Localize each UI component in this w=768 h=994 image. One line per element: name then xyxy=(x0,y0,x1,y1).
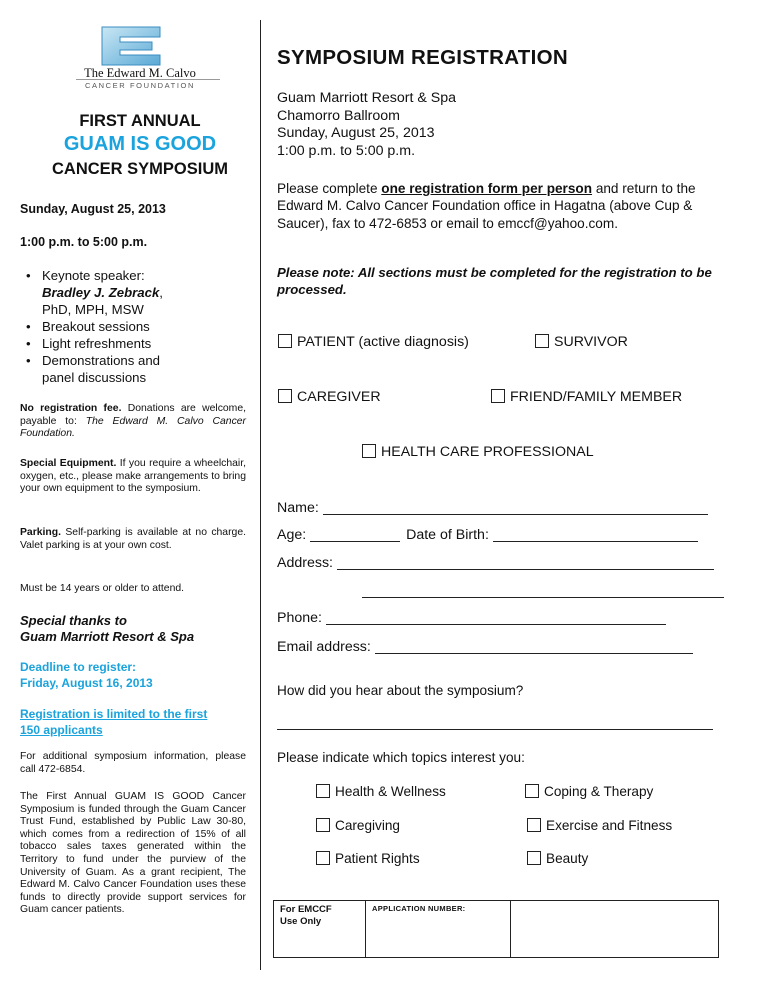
highlights-list xyxy=(26,267,246,386)
deadline-date: Friday, August 16, 2013 xyxy=(20,676,153,690)
one-form-emphasis: one registration form per person xyxy=(381,181,593,196)
foundation-logo-icon xyxy=(96,25,166,67)
venue-block: Guam Marriott Resort & Spa Chamorro Ballroom Sunday, August 25, 2013 1:00 p.m. to 5:00 p.m. xyxy=(277,90,456,159)
category-patient[interactable]: PATIENT (active diagnosis) xyxy=(278,334,469,350)
exercise-fitness-checkbox[interactable] xyxy=(527,818,541,832)
topic-patient-rights[interactable]: Patient Rights xyxy=(316,851,420,866)
age-input[interactable] xyxy=(310,541,400,542)
parking-note: Parking. Self-parking is available at no charge. Valet parking is at your own cost. xyxy=(20,527,246,551)
topic-coping-therapy[interactable]: Coping & Therapy xyxy=(525,784,653,799)
office-use-label: For EMCCF Use Only xyxy=(274,901,366,958)
beauty-checkbox[interactable] xyxy=(527,851,541,865)
phone-input[interactable] xyxy=(326,624,666,625)
hcp-checkbox[interactable] xyxy=(362,444,376,458)
thanks-line-2: Guam Marriott Resort & Spa xyxy=(20,629,195,644)
health-wellness-checkbox[interactable] xyxy=(316,784,330,798)
topic-beauty[interactable]: Beauty xyxy=(527,851,588,866)
logo-divider xyxy=(76,79,220,80)
caregiving-checkbox[interactable] xyxy=(316,818,330,832)
event-date: Sunday, August 25, 2013 xyxy=(20,202,166,216)
org-subtitle: CANCER FOUNDATION xyxy=(85,81,195,90)
keynote-name: Bradley J. Zebrack xyxy=(42,285,160,300)
instructions: Please complete one registration form per person and return to the Edward M. Calvo Cancer Foundation office in Hagatna (above Cup & Saucer), fax to 472-6853 or email to emccf@yahoo.com. xyxy=(277,181,696,231)
fee-note: No registration fee. Donations are welcome, payable to: The Edward M. Calvo Cancer Foundation. xyxy=(20,403,246,440)
heading-first-annual: FIRST ANNUAL xyxy=(79,112,201,130)
list-item: • Light refreshments xyxy=(26,335,246,352)
patient-checkbox[interactable] xyxy=(278,334,292,348)
heading-guam-is-good: GUAM IS GOOD xyxy=(63,133,217,155)
age-dob-row[interactable]: Age: Date of Birth: xyxy=(277,527,698,543)
address-field[interactable]: Address: xyxy=(277,555,714,571)
hear-input[interactable] xyxy=(277,729,713,730)
column-divider xyxy=(260,20,261,970)
completion-note: Please note: All sections must be completed for the registration to be processed. xyxy=(277,265,712,297)
name-field[interactable]: Name: xyxy=(277,500,708,516)
topic-exercise-fitness[interactable]: Exercise and Fitness xyxy=(527,818,672,833)
email-input[interactable] xyxy=(375,653,693,654)
name-input[interactable] xyxy=(323,514,708,515)
thanks-line-1: Special thanks to xyxy=(20,613,127,628)
limit-line-2: 150 applicants xyxy=(20,723,103,737)
list-item: • Keynote speaker: Bradley J. Zebrack, PhD, MPH, MSW xyxy=(26,267,246,318)
limit-line-1: Registration is limited to the first xyxy=(20,707,208,721)
survivor-checkbox[interactable] xyxy=(535,334,549,348)
application-number-label: APPLICATION NUMBER: xyxy=(366,901,511,958)
office-use-table xyxy=(273,900,719,958)
application-number-field[interactable] xyxy=(511,901,719,958)
info-note: For additional symposium information, please call 472-6854. xyxy=(20,751,246,775)
topic-health-wellness[interactable]: Health & Wellness xyxy=(316,784,446,799)
email-field[interactable]: Email address: xyxy=(277,639,693,655)
list-item: • Demonstrations and panel discussions xyxy=(26,352,246,386)
equipment-note: Special Equipment. If you require a wheelchair, oxygen, etc., please make arrangements to bring your own equipment to the symposium. xyxy=(20,458,246,495)
page-title: SYMPOSIUM REGISTRATION xyxy=(277,46,568,69)
category-health-care-professional[interactable]: HEALTH CARE PROFESSIONAL xyxy=(362,444,594,460)
heading-cancer-symposium: CANCER SYMPOSIUM xyxy=(51,160,228,178)
topics-question: Please indicate which topics interest you: xyxy=(277,750,525,765)
org-name: The Edward M. Calvo xyxy=(84,66,196,80)
caregiver-checkbox[interactable] xyxy=(278,389,292,403)
topic-caregiving[interactable]: Caregiving xyxy=(316,818,400,833)
patient-rights-checkbox[interactable] xyxy=(316,851,330,865)
age-note: Must be 14 years or older to attend. xyxy=(20,583,185,594)
category-friend-family[interactable]: FRIEND/FAMILY MEMBER xyxy=(491,389,682,405)
friend-family-checkbox[interactable] xyxy=(491,389,505,403)
category-caregiver[interactable]: CAREGIVER xyxy=(278,389,381,405)
phone-field[interactable]: Phone: xyxy=(277,610,666,626)
list-item: • Breakout sessions xyxy=(26,318,246,335)
category-survivor[interactable]: SURVIVOR xyxy=(535,334,628,350)
dob-input[interactable] xyxy=(493,541,698,542)
deadline-label: Deadline to register: xyxy=(20,660,137,674)
address-input-line-1[interactable] xyxy=(337,569,714,570)
funding-note: The First Annual GUAM IS GOOD Cancer Symposium is funded through the Guam Cancer Trust Fund, established by Public Law 30-80, which comes from a redirection of 15% of all tobacco sales taxes generated within the Territory to fund under the purview of the University of Guam. As a grant recipient, The Edward M. Calvo Cancer Foundation uses these funds to directly provide support services for Guam cancer patients. xyxy=(20,791,246,916)
event-time: 1:00 p.m. to 5:00 p.m. xyxy=(20,235,148,249)
address-input-line-2[interactable] xyxy=(362,597,724,598)
coping-therapy-checkbox[interactable] xyxy=(525,784,539,798)
hear-question: How did you hear about the symposium? xyxy=(277,683,524,698)
